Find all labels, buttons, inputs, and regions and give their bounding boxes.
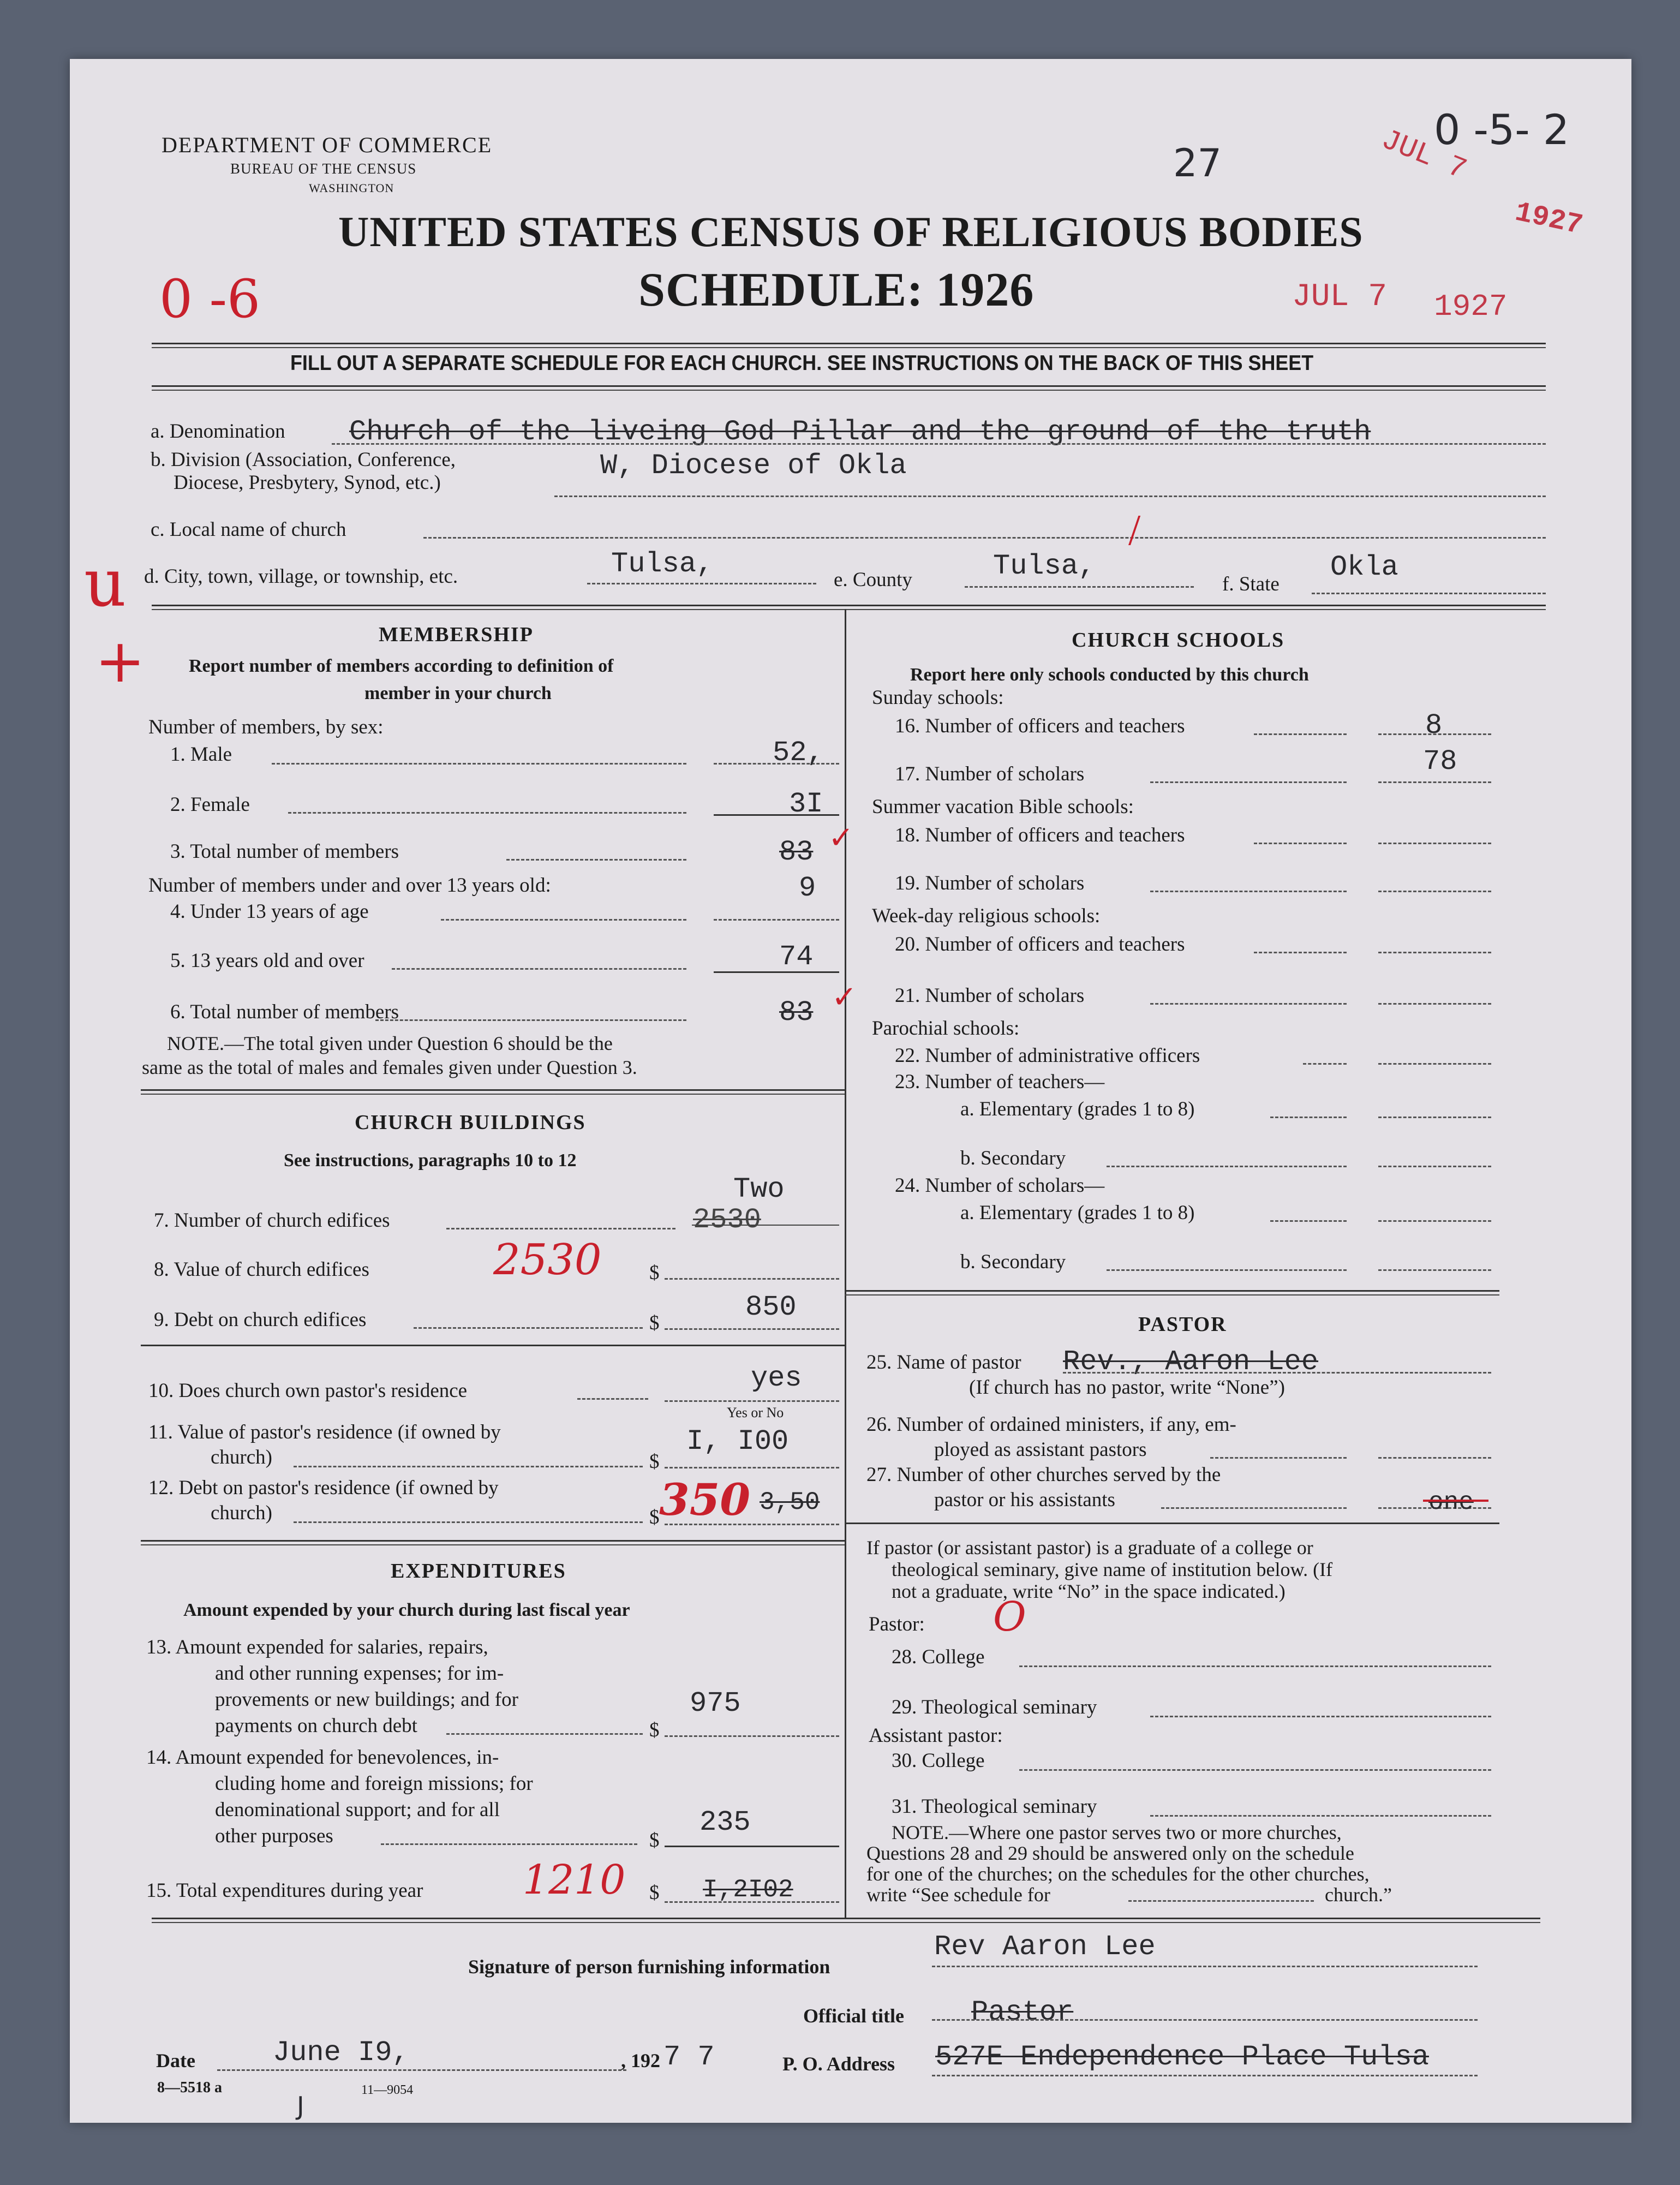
leader: [375, 1019, 686, 1021]
form-title: UNITED STATES CENSUS OF RELIGIOUS BODIES: [338, 208, 1364, 255]
answer-line: [665, 1735, 839, 1737]
rule: [152, 343, 1546, 344]
local-name-label: c. Local name of church: [151, 518, 346, 541]
signature-value: Rev Aaron Lee: [934, 1931, 1156, 1963]
other-churches-label-2: pastor or his assistants: [934, 1489, 1115, 1511]
fill-line: [932, 2075, 1478, 2076]
sunday-officers-value: 8: [1425, 709, 1443, 742]
yes-no-hint: Yes or No: [727, 1405, 784, 1420]
fill-line: [1019, 1665, 1491, 1667]
assistant-college-label: 30. College: [892, 1750, 985, 1772]
signature-label: Signature of person furnishing information: [468, 1956, 830, 1978]
running-expenses-label-4: payments on church debt: [215, 1715, 417, 1737]
pastor-grad-label: Pastor:: [869, 1613, 925, 1635]
leader: [1303, 1063, 1347, 1065]
own-residence-label: 10. Does church own pastor's residence: [148, 1380, 468, 1402]
fill-line: [332, 443, 1546, 445]
leader: [1270, 1117, 1347, 1118]
answer-line: [1378, 1269, 1491, 1271]
edifice-debt-label: 9. Debt on church edifices: [154, 1309, 367, 1331]
teachers-label: 23. Number of teachers—: [895, 1071, 1105, 1093]
residence-value-label-2: church): [211, 1446, 272, 1468]
scholars-secondary-label: b. Secondary: [960, 1251, 1066, 1273]
pastor-note-4: write “See schedule for: [866, 1884, 1050, 1906]
rule: [152, 390, 1546, 391]
division-label-2: Diocese, Presbytery, Synod, etc.): [174, 471, 441, 494]
leader: [506, 859, 686, 861]
answer-line: [1378, 952, 1491, 953]
year-digits: 7 7: [663, 2041, 715, 2073]
total-members-q3: 83: [779, 836, 814, 868]
rule: [141, 1540, 845, 1542]
leader: [381, 1843, 637, 1845]
sum-rule: [714, 814, 839, 816]
answer-line: [1378, 1166, 1491, 1167]
leader: [1161, 1507, 1347, 1509]
dollar-sign: $: [649, 1262, 660, 1284]
red-mark-u: u: [84, 546, 127, 622]
answer-line: [665, 1328, 839, 1330]
benevolences-label-1: 14. Amount expended for benevolences, in-: [146, 1746, 499, 1769]
fill-line: [932, 2019, 1478, 2021]
church-edifices-struck-value: 2530: [693, 1204, 761, 1236]
rule: [845, 1290, 1499, 1292]
leader: [1210, 1457, 1347, 1459]
dollar-sign: $: [649, 1882, 660, 1904]
rule: [141, 1094, 845, 1095]
rule: [152, 1922, 1540, 1923]
residence-debt-struck: 3,50: [760, 1488, 820, 1517]
edifice-value-red: 2530: [493, 1235, 602, 1285]
answer-line: [1378, 1220, 1491, 1222]
initial-mark: J: [297, 2091, 304, 2121]
washington-heading: WASHINGTON: [309, 181, 394, 195]
answer-line: [1378, 891, 1491, 892]
answer-line: [1378, 1457, 1491, 1459]
pastor-note-5: church.”: [1325, 1884, 1392, 1906]
ordained-ministers-label-1: 26. Number of ordained ministers, if any, em-: [866, 1413, 1236, 1436]
fill-line: [1150, 1716, 1491, 1717]
schools-heading: CHURCH SCHOOLS: [1072, 629, 1285, 652]
graduate-note-1: If pastor (or assistant pastor) is a graduate of a college or: [866, 1537, 1313, 1559]
scholars-elementary-label: a. Elementary (grades 1 to 8): [960, 1202, 1195, 1224]
answer-line: [665, 1278, 839, 1280]
rule: [845, 1294, 1499, 1296]
church-edifices-label: 7. Number of church edifices: [154, 1209, 390, 1232]
city-value: Tulsa,: [611, 548, 714, 580]
leader: [1107, 1269, 1347, 1271]
fill-line: [932, 1966, 1478, 1967]
church-edifices-count: Two: [733, 1173, 785, 1205]
page-number-handwritten: 27: [1173, 141, 1222, 186]
state-value: Okla: [1330, 551, 1398, 583]
red-mark-plus: +: [95, 626, 146, 696]
answer-line: [665, 1467, 839, 1468]
dollar-sign: $: [649, 1719, 660, 1741]
pastor-note-1: NOTE.—Where one pastor serves two or more churches,: [892, 1822, 1342, 1843]
division-value: W, Diocese of Okla: [600, 450, 907, 482]
sunday-officers-label: 16. Number of officers and teachers: [895, 715, 1185, 737]
form-number: 8—5518 a: [157, 2079, 222, 2096]
column-divider: [845, 609, 846, 1919]
membership-heading: MEMBERSHIP: [379, 623, 534, 646]
schedule-title: SCHEDULE: 1926: [638, 264, 1035, 317]
assistant-seminary-label: 31. Theological seminary: [892, 1795, 1097, 1818]
pastor-heading: PASTOR: [1138, 1313, 1227, 1336]
leader: [1150, 1003, 1347, 1005]
sunday-scholars-label: 17. Number of scholars: [895, 763, 1085, 785]
pastor-college-label: 28. College: [892, 1646, 985, 1668]
fill-line: [587, 583, 816, 584]
state-label: f. State: [1222, 573, 1280, 595]
by-sex-label: Number of members, by sex:: [148, 716, 384, 738]
teachers-secondary-label: b. Secondary: [960, 1147, 1066, 1169]
leader: [1254, 952, 1347, 953]
summer-scholars-label: 19. Number of scholars: [895, 872, 1085, 894]
pastor-grad-mark: O: [993, 1593, 1026, 1640]
running-expenses-label-3: provements or new buildings; and for: [215, 1688, 518, 1711]
weekday-schools-label: Week-day religious schools:: [872, 905, 1101, 927]
membership-note-2: same as the total of males and females given under Question 3.: [142, 1056, 637, 1078]
leader: [1254, 733, 1347, 735]
parochial-schools-label: Parochial schools:: [872, 1017, 1020, 1040]
under-13-label: 4. Under 13 years of age: [170, 900, 369, 923]
answer-line: [1378, 1117, 1491, 1118]
fill-line: [1063, 1372, 1491, 1374]
red-code-mark: 0 -6: [159, 268, 261, 330]
fill-line: [1312, 593, 1546, 594]
other-churches-value: one: [1428, 1488, 1474, 1517]
weekday-officers-label: 20. Number of officers and teachers: [895, 933, 1185, 956]
over-13-count: 74: [779, 941, 814, 973]
leader: [414, 1327, 643, 1329]
schools-subheading: Report here only schools conducted by this church: [910, 665, 1309, 685]
rule: [141, 1345, 845, 1346]
leader: [392, 968, 686, 970]
total-expenditures-struck: I,2I02: [703, 1876, 793, 1904]
answer-line: [665, 1400, 839, 1402]
other-churches-label-1: 27. Number of other churches served by the: [866, 1464, 1221, 1486]
official-title-label: Official title: [803, 2005, 904, 2027]
answer-line: [665, 1524, 839, 1525]
answer-line: [1378, 843, 1491, 844]
leader: [288, 812, 686, 814]
leader: [441, 919, 686, 921]
leader: [1150, 781, 1347, 783]
benevolences-value: 235: [699, 1806, 751, 1838]
leader: [1107, 1166, 1347, 1167]
male-count: 52,: [773, 737, 824, 769]
age-intro-value: 9: [799, 872, 816, 904]
own-residence-value: yes: [751, 1362, 802, 1394]
sunday-scholars-value: 78: [1423, 745, 1457, 778]
rule: [152, 347, 1546, 348]
sunday-schools-label: Sunday schools:: [872, 686, 1004, 709]
benevolences-label-3: denominational support; and for all: [215, 1799, 500, 1821]
code-top-right: 0 -5- 2: [1434, 105, 1570, 154]
total-expenditures-label: 15. Total expenditures during year: [146, 1879, 423, 1902]
red-tick: ✓: [832, 981, 857, 1014]
pastor-note-2: Questions 28 and 29 should be answered only on the schedule: [866, 1842, 1354, 1864]
answer-line: [1378, 1063, 1491, 1065]
rule: [152, 1918, 1540, 1919]
rule: [152, 385, 1546, 387]
city-label: d. City, town, village, or township, etc.: [144, 565, 458, 588]
rule: [152, 605, 1546, 606]
leader: [294, 1466, 643, 1467]
po-address-value: 527E Endependence Place Tulsa: [935, 2041, 1429, 2073]
dollar-sign: $: [649, 1506, 660, 1529]
leader: [446, 1228, 675, 1229]
leader: [577, 1398, 648, 1400]
fill-line: [1150, 1815, 1491, 1817]
over-13-label: 5. 13 years old and over: [170, 950, 364, 972]
census-schedule-page: [70, 59, 1631, 2123]
dollar-sign: $: [649, 1450, 660, 1473]
rule: [141, 1089, 845, 1091]
red-strike: [1423, 1500, 1488, 1502]
rule: [845, 1523, 1499, 1524]
department-heading: DEPARTMENT OF COMMERCE: [162, 133, 493, 157]
pastor-note-3: for one of the churches; on the schedules for the other churches,: [866, 1863, 1370, 1885]
expenditures-subheading: Amount expended by your church during last fiscal year: [183, 1600, 630, 1620]
residence-value: I, I00: [686, 1425, 789, 1458]
running-expenses-label-1: 13. Amount expended for salaries, repairs,: [146, 1636, 488, 1658]
benevolences-label-2: cluding home and foreign missions; for: [215, 1772, 533, 1795]
division-label: b. Division (Association, Conference,: [151, 449, 456, 471]
leader: [294, 1521, 643, 1523]
buildings-subheading: See instructions, paragraphs 10 to 12: [284, 1150, 577, 1171]
answer-line: [665, 1901, 839, 1903]
total-members-q6: 83: [779, 996, 814, 1029]
bureau-heading: BUREAU OF THE CENSUS: [230, 160, 417, 177]
print-number: 11—9054: [361, 2083, 414, 2097]
dollar-sign: $: [649, 1312, 660, 1334]
red-check-mark: /: [1128, 506, 1141, 554]
pastor-name-value: Rev., Aaron Lee: [1063, 1346, 1319, 1378]
fill-line: [965, 586, 1194, 588]
answer-line: [1378, 781, 1491, 783]
leader: [1270, 1220, 1347, 1222]
answer-line: [714, 919, 839, 921]
weekday-scholars-label: 21. Number of scholars: [895, 984, 1085, 1007]
rule: [141, 1544, 845, 1545]
running-expenses-value: 975: [690, 1687, 741, 1720]
fill-line: [1128, 1900, 1314, 1902]
teachers-elementary-label: a. Elementary (grades 1 to 8): [960, 1098, 1195, 1120]
residence-debt-red: 350: [659, 1474, 750, 1525]
leader: [1254, 843, 1347, 844]
residence-value-label-1: 11. Value of pastor's residence (if owned by: [148, 1421, 501, 1443]
answer-line: [1378, 1003, 1491, 1005]
leader: [1150, 891, 1347, 892]
fill-line: [1019, 1769, 1491, 1771]
sum-rule: [714, 971, 839, 973]
total-members-label: 3. Total number of members: [170, 840, 399, 863]
graduate-note-2: theological seminary, give name of institution below. (If: [892, 1559, 1333, 1580]
county-value: Tulsa,: [993, 550, 1096, 582]
buildings-heading: CHURCH BUILDINGS: [355, 1111, 586, 1134]
red-tick: ✓: [828, 821, 854, 855]
ordained-ministers-label-2: ployed as assistant pastors: [934, 1438, 1147, 1461]
date-value: June I9,: [273, 2037, 409, 2069]
assistant-pastor-label: Assistant pastor:: [869, 1724, 1003, 1747]
date-stamp-1927-b: 1927: [1434, 289, 1508, 324]
official-title-value: Pastor: [971, 1996, 1074, 2028]
total-expenditures-red: 1210: [523, 1856, 626, 1903]
pastor-seminary-label: 29. Theological seminary: [892, 1696, 1097, 1718]
instruction-banner: FILL OUT A SEPARATE SCHEDULE FOR EACH CHURCH. SEE INSTRUCTIONS ON THE BACK OF THIS SHEET: [290, 351, 1314, 375]
expenditures-heading: EXPENDITURES: [391, 1560, 566, 1583]
benevolences-label-4: other purposes: [215, 1825, 333, 1847]
female-count: 3I: [789, 788, 823, 820]
membership-note-1: NOTE.—The total given under Question 6 should be the: [167, 1032, 613, 1054]
po-address-label: P. O. Address: [782, 2053, 895, 2075]
summer-officers-label: 18. Number of officers and teachers: [895, 824, 1185, 846]
scholars-label: 24. Number of scholars—: [895, 1174, 1105, 1197]
year-prefix: , 192: [621, 2050, 660, 2071]
edifice-value-label: 8. Value of church edifices: [154, 1258, 369, 1281]
pastor-name-label: 25. Name of pastor: [866, 1351, 1021, 1374]
pastor-name-note: (If church has no pastor, write “None”): [969, 1376, 1285, 1399]
leader: [272, 763, 686, 765]
membership-subheading-1: Report number of members according to definition of: [189, 656, 614, 676]
running-expenses-label-2: and other running expenses; for im-: [215, 1662, 504, 1685]
female-label: 2. Female: [170, 793, 250, 816]
fill-line: [554, 495, 1546, 497]
fill-line: [423, 537, 1546, 539]
fill-line: [217, 2069, 626, 2071]
denomination-value: Church of the liveing God Pillar and the ground of the truth: [349, 416, 1371, 448]
dollar-sign: $: [649, 1829, 660, 1852]
county-label: e. County: [834, 569, 912, 591]
graduate-note-3: not a graduate, write “No” in the space indicated.): [892, 1580, 1286, 1602]
total-members-6-label: 6. Total number of members: [170, 1001, 399, 1023]
leader: [446, 1733, 643, 1735]
summer-schools-label: Summer vacation Bible schools:: [872, 796, 1134, 818]
date-stamp-jul-2: JUL 7: [1292, 279, 1388, 315]
sum-rule: [665, 1846, 839, 1847]
residence-debt-label-1: 12. Debt on pastor's residence (if owned by: [148, 1477, 499, 1499]
denomination-label: a. Denomination: [151, 420, 285, 443]
date-stamp-jul: JUL 7: [1376, 123, 1471, 188]
admin-officers-label: 22. Number of administrative officers: [895, 1044, 1200, 1067]
residence-debt-label-2: church): [211, 1502, 272, 1524]
date-stamp-1927-a: 1927: [1512, 196, 1586, 242]
rule: [152, 609, 1546, 610]
date-label: Date: [156, 2050, 195, 2071]
membership-subheading-2: member in your church: [364, 683, 552, 703]
edifice-debt-value: 850: [745, 1291, 797, 1323]
male-label: 1. Male: [170, 743, 232, 766]
age-intro-label: Number of members under and over 13 years old:: [148, 874, 551, 897]
